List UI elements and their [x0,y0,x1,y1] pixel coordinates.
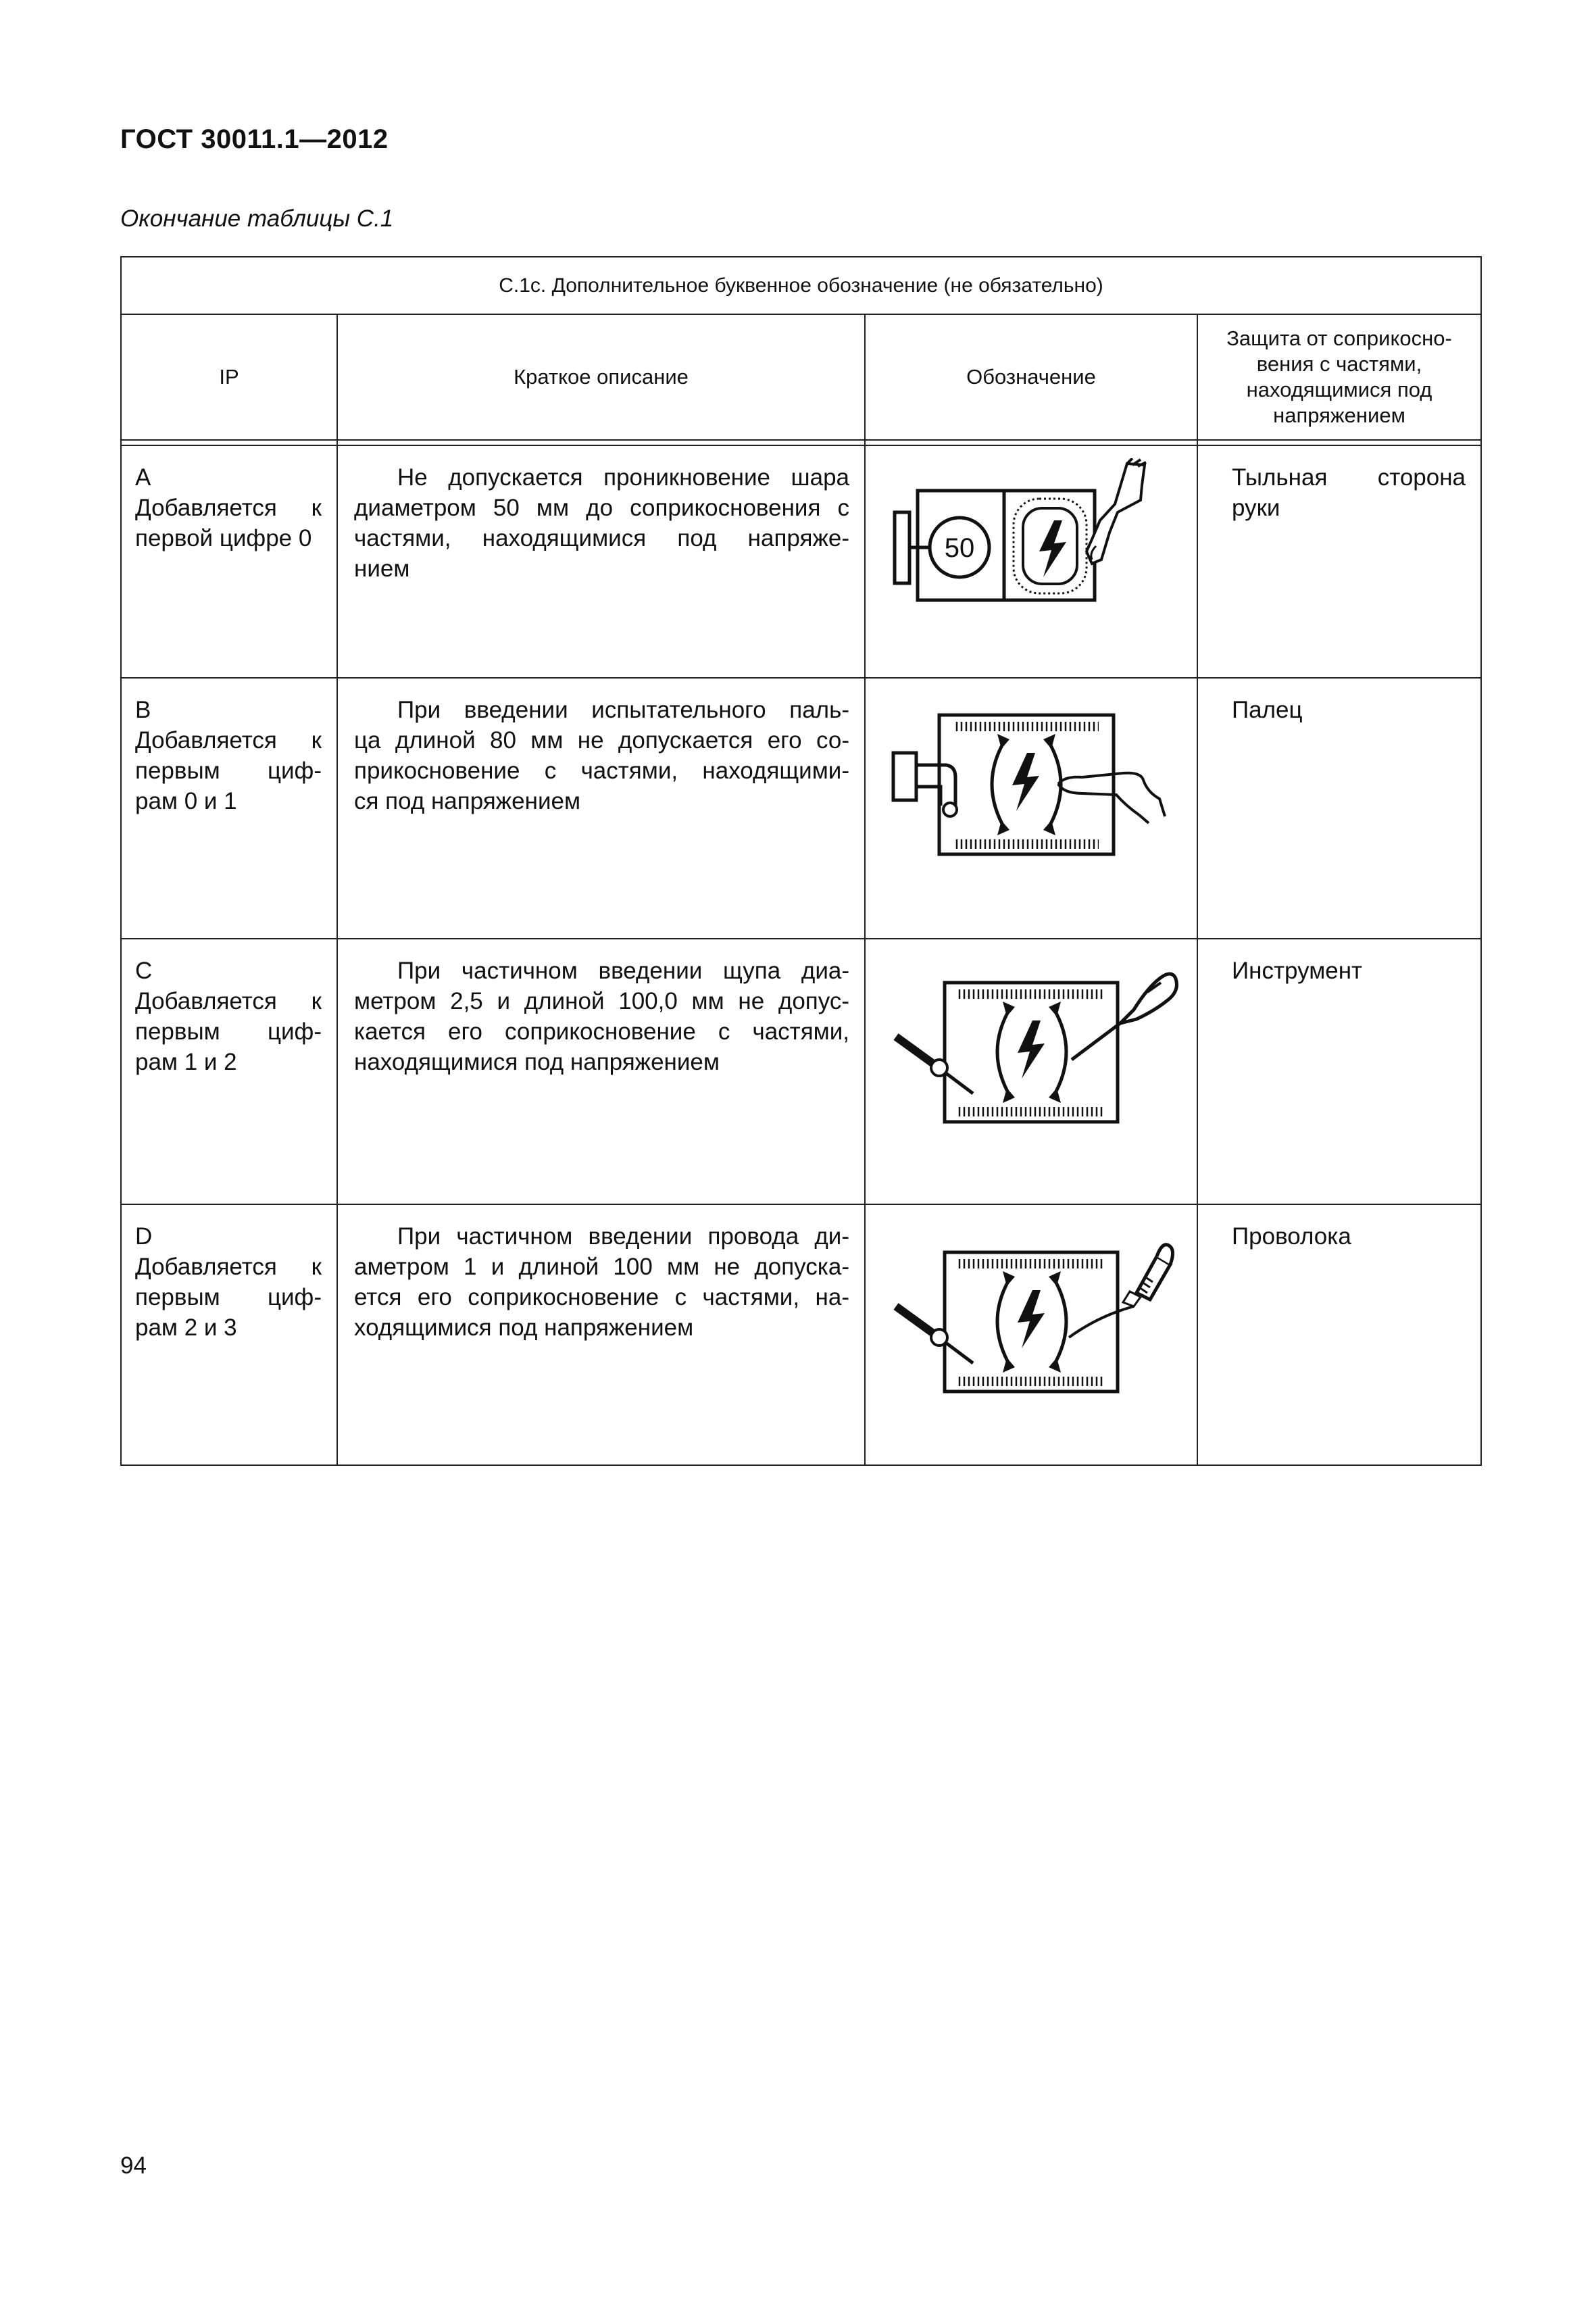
tool-probe-icon [882,952,1180,1134]
symbol-cell [865,939,1197,1204]
description-line: При частичном введении щупа диа- [397,958,849,984]
wire-probe-icon [882,1217,1180,1400]
description-line: метром 2,5 и длиной 100,0 мм не допус- [354,988,849,1014]
symbol-cell [865,445,1197,678]
description-line: ходящимися под напряжением [354,1314,694,1341]
protection-cell [1197,939,1481,1204]
description-line: Не допускается проникновение шара [397,464,849,491]
protection-line: Проволока [1232,1223,1351,1250]
ip-note-line: рам 2 и 3 [135,1314,237,1341]
document-id: ГОСТ 30011.1—2012 [120,124,389,154]
description-cell [337,445,865,678]
description-cell [337,1204,865,1465]
ip-letter: C [135,958,153,984]
sphere-50mm-icon [889,458,1173,620]
sphere-size-label: 50 [944,533,975,563]
ip-cell [121,445,337,678]
page-number: 94 [120,2152,147,2179]
ip-note-line: Добавляется к [135,988,322,1014]
description-line: ся под напряжением [354,788,581,814]
ip-note-line: первым циф- [135,1018,322,1045]
table-caption: Окончание таблицы С.1 [120,205,394,232]
description-line: диаметром 50 мм до соприкосновения с [354,495,849,521]
protection-cell [1197,445,1481,678]
column-header-ip: IP [121,314,337,440]
ip-note-line: рам 0 и 1 [135,788,237,814]
ip-letter: B [135,697,151,723]
header-line: напряжением [1273,403,1405,427]
protection-line: Тыльная сторона [1232,464,1466,491]
symbol-cell [865,678,1197,939]
header-line: находящимися под [1246,378,1432,401]
description-cell [337,678,865,939]
description-line: кается его соприкосновение с частями, [354,1018,849,1045]
table-subtitle: С.1с. Дополнительное буквенное обозначение (не обязательно) [121,257,1481,314]
header-line: Защита от соприкосно- [1226,326,1452,350]
table-row-a [121,445,1481,678]
ip-note-line: Добавляется к [135,727,322,754]
ip-letter: A [135,464,151,491]
ip-letter-table [120,256,1482,1466]
table-row-c [121,939,1481,1204]
description-line: ется его соприкосновение с частями, на- [354,1284,849,1310]
ip-note-line: рам 1 и 2 [135,1049,237,1075]
description-line: ца длиной 80 мм не допускается его со- [354,727,849,754]
ip-note-line: Добавляется к [135,495,322,521]
description-line: При введении испытательного паль- [397,697,849,723]
ip-note-line: Добавляется к [135,1254,322,1280]
ip-letter: D [135,1223,153,1250]
ip-note-line: первой цифре 0 [135,525,312,551]
column-header-symbol: Обозначение [865,314,1197,440]
protection-line: Инструмент [1232,958,1363,984]
ip-note-line: первым циф- [135,758,322,784]
description-line: прикосновение с частями, находящими- [354,758,849,784]
protection-cell [1197,678,1481,939]
ip-cell [121,1204,337,1465]
ip-cell [121,939,337,1204]
description-line: находящимися под напряжением [354,1049,720,1075]
ip-note-line: первым циф- [135,1284,322,1310]
description-line: аметром 1 и длиной 100 мм не допуска- [354,1254,849,1280]
protection-line: руки [1232,495,1280,521]
ip-cell [121,678,337,939]
description-line: При частичном введении провода ди- [397,1223,849,1250]
column-header-protection [1197,314,1481,440]
description-cell [337,939,865,1204]
table-row-d [121,1204,1481,1465]
column-header-description: Краткое описание [337,314,865,440]
protection-cell [1197,1204,1481,1465]
header-line: вения с частями, [1256,352,1422,376]
table-row-b [121,678,1481,939]
description-line: нием [354,556,410,582]
test-finger-icon [889,691,1173,873]
protection-line: Палец [1232,697,1303,723]
description-line: частями, находящимися под напряже- [354,525,849,551]
symbol-cell [865,1204,1197,1465]
